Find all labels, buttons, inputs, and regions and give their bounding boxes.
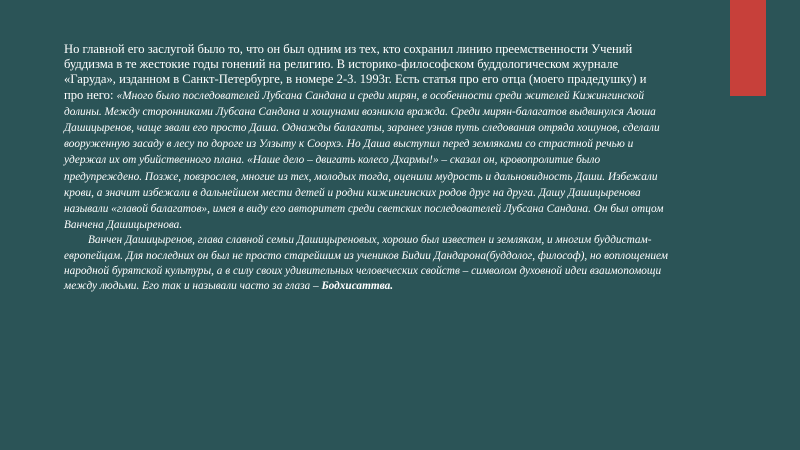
accent-bar [730, 0, 766, 96]
paragraph-1-quote: «Много было последователей Лубсана Сандана и среди мирян, в особенности среди жителей Кижингинской долины. Между сторонниками Лубсана Сандана и хошунами возникла вражда. Среди мирян-балагатов выдвинулся Аюша Дашицыренов, чаще звали его просто Даша. Однажды балагаты, заранее узнав путь следования отряда хошунов, сделали вооруженную засаду в лесу по дороге из Улзыту к Соорхэ. Но Даша выступил перед земляками со страстной речью и удержал их от убийственного плана. «Наше дело – двигать колесо Дхармы!» – сказал он, кровопролитие было предупреждено. Позже, повзрослев, многие из тех, молодых тогда, оценили мудрость и дальновидность Даши. Избежали крови, а значит избежали в дальнейшем мести детей и родни кижингинских родов друг на друга. Дашу Дашицыренова называли «главой балагатов», имея в виду его авторитет среди светских последователей Лубсана Сандана. Он был отцом Ванчена Дашицыренова. [64, 89, 664, 232]
paragraph-1-intro: Но главной его заслугой было то, что он был одним из тех, кто сохранил линию преемственности Учений буддизма в те жестокие годы гонений на религию. В историко-философском буддологическом журнале «Гаруда», изданном в Санкт-Петербурге, в номере 2-3. 1993г. Есть статья про его отца (моего прадедушку) и про него: [64, 42, 647, 102]
paragraph-2-text: Ванчен Дашицыренов, глава славной семьи Дашицыреновых, хорошо был известен и землякам, и многим буддистам-европейцам. Для последних он был не просто старейшим из учеников Бидии Дандарона(буддолог, философ), но воплощением народной бурятской культуры, а в силу своих удивительных человеческих свойств – символом духовной идеи взаимопомощи между людьми. Его так и называли часто за глаза – [64, 234, 668, 293]
slide-text-body [64, 42, 668, 294]
paragraph-1 [64, 42, 668, 233]
paragraph-2-bodhisattva: Бодхисаттва. [321, 280, 394, 293]
paragraph-2 [64, 233, 668, 294]
